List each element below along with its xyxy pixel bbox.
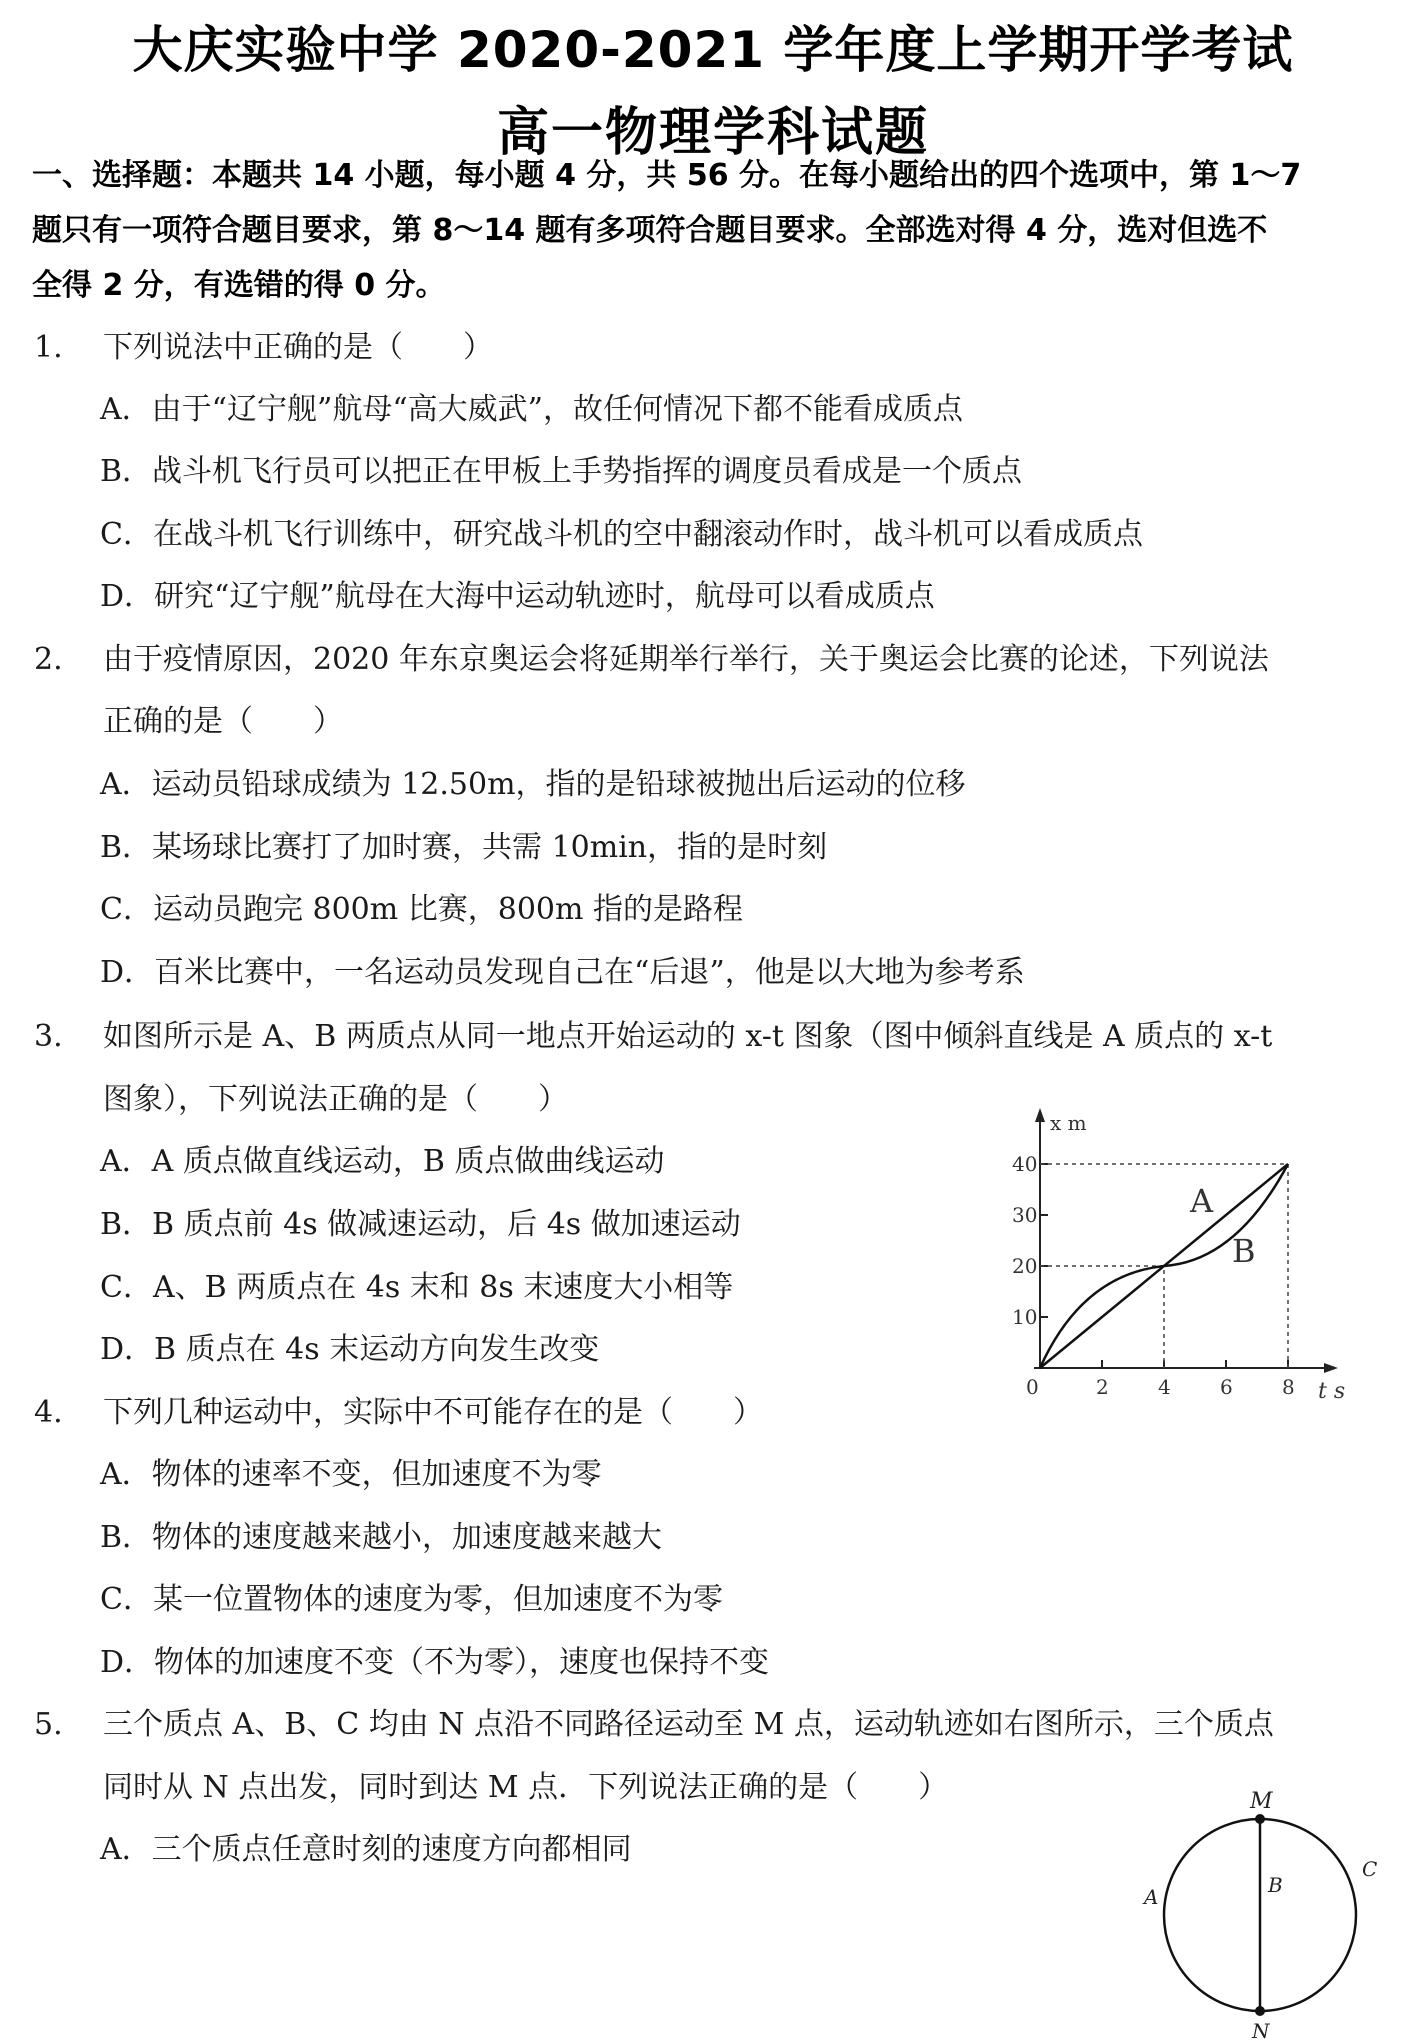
option-b: B．某场球比赛打了加时赛，共需 10min，指的是时刻 bbox=[100, 830, 828, 865]
question-stem: 如图所示是 A、B 两质点从同一地点开始运动的 x-t 图象（图中倾斜直线是 A 质点的 x-t bbox=[103, 1019, 1273, 1054]
option-c: C．运动员跑完 800m 比赛，800m 指的是路程 bbox=[100, 892, 743, 927]
option-c: C．在战斗机飞行训练中，研究战斗机的空中翻滚动作时，战斗机可以看成质点 bbox=[100, 517, 1143, 552]
option-b: B．B 质点前 4s 做减速运动，后 4s 做加速运动 bbox=[100, 1207, 741, 1242]
instruction-line: 全得 2 分，有选错的得 0 分。 bbox=[32, 268, 446, 303]
question-stem: 三个质点 A、B、C 均由 N 点沿不同路径运动至 M 点，运动轨迹如右图所示，三个质点 bbox=[103, 1707, 1274, 1742]
x-tick-label: 4 bbox=[1158, 1375, 1171, 1399]
x-tick-label: 8 bbox=[1282, 1375, 1295, 1399]
option-d: D．百米比赛中，一名运动员发现自己在“后退”，他是以大地为参考系 bbox=[100, 955, 1025, 990]
section-instructions bbox=[32, 148, 1402, 313]
option-a: A．运动员铅球成绩为 12.50m，指的是铅球被抛出后运动的位移 bbox=[100, 767, 966, 802]
label-c: C bbox=[1362, 1857, 1378, 1881]
option-a: A．A 质点做直线运动，B 质点做曲线运动 bbox=[100, 1144, 665, 1179]
question-stem-cont: 图象），下列说法正确的是（ ） bbox=[103, 1082, 568, 1117]
series-a-label: A bbox=[1190, 1182, 1214, 1220]
question-stem-cont: 正确的是（ ） bbox=[103, 704, 343, 739]
option-b: B．物体的速度越来越小，加速度越来越大 bbox=[100, 1520, 663, 1555]
question-number: 5. bbox=[34, 1707, 63, 1742]
exam-subtitle: 高一物理学科试题 bbox=[496, 103, 929, 163]
option-d: D．物体的加速度不变（不为零），速度也保持不变 bbox=[100, 1645, 770, 1680]
x-tick-label: 6 bbox=[1220, 1375, 1233, 1399]
option-a: A．三个质点任意时刻的速度方向都相同 bbox=[100, 1832, 632, 1867]
question-stem-cont: 同时从 N 点出发，同时到达 M 点．下列说法正确的是（ ） bbox=[103, 1770, 949, 1805]
exam-title: 大庆实验中学 2020-2021 学年度上学期开学考试 bbox=[132, 21, 1294, 79]
question-number: 4. bbox=[34, 1395, 63, 1430]
label-b: B bbox=[1268, 1873, 1283, 1897]
x-tick-label: 0 bbox=[1026, 1375, 1039, 1399]
y-tick-label: 10 bbox=[1012, 1305, 1038, 1329]
x-tick-label: 2 bbox=[1096, 1375, 1109, 1399]
question-stem: 由于疫情原因，2020 年东京奥运会将延期举行举行，关于奥运会比赛的论述，下列说法 bbox=[103, 642, 1269, 677]
trajectory-circle-figure bbox=[1140, 1770, 1380, 2044]
option-a: A．由于“辽宁舰”航母“高大威武”，故任何情况下都不能看成质点 bbox=[100, 392, 964, 427]
y-tick-label: 20 bbox=[1012, 1254, 1038, 1278]
instruction-line: 题只有一项符合题目要求，第 8～14 题有多项符合题目要求。全部选对得 4 分，选对但选不 bbox=[32, 213, 1268, 248]
option-d: D．研究“辽宁舰”航母在大海中运动轨迹时，航母可以看成质点 bbox=[100, 579, 935, 614]
option-c: C．某一位置物体的速度为零，但加速度不为零 bbox=[100, 1582, 723, 1617]
point-m bbox=[1255, 1814, 1265, 1824]
y-tick-label: 40 bbox=[1012, 1152, 1038, 1176]
xt-graph bbox=[1000, 1100, 1360, 1410]
question-stem: 下列说法中正确的是（ ） bbox=[103, 330, 493, 365]
question-number: 3. bbox=[34, 1019, 63, 1054]
point-n bbox=[1255, 2006, 1265, 2016]
option-a: A．物体的速率不变，但加速度不为零 bbox=[100, 1457, 602, 1492]
option-c: C．A、B 两质点在 4s 末和 8s 末速度大小相等 bbox=[100, 1270, 734, 1305]
label-n: N bbox=[1252, 2019, 1270, 2043]
instruction-line: 一、选择题：本题共 14 小题，每小题 4 分，共 56 分。在每小题给出的四个选项中，第 1～7 bbox=[32, 158, 1302, 193]
option-d: D．B 质点在 4s 末运动方向发生改变 bbox=[100, 1332, 600, 1367]
option-b: B．战斗机飞行员可以把正在甲板上手势指挥的调度员看成是一个质点 bbox=[100, 454, 1023, 489]
label-m: M bbox=[1250, 1789, 1273, 1814]
question-number: 1. bbox=[34, 330, 63, 365]
series-b-label: B bbox=[1232, 1232, 1256, 1270]
question-number: 2. bbox=[34, 642, 63, 677]
x-axis-arrow bbox=[1324, 1363, 1338, 1373]
y-tick-label: 30 bbox=[1012, 1203, 1038, 1227]
x-axis-unit: t s bbox=[1318, 1379, 1346, 1404]
label-a: A bbox=[1144, 1885, 1159, 1909]
y-axis-arrow bbox=[1035, 1108, 1045, 1122]
question-stem: 下列几种运动中，实际中不可能存在的是（ ） bbox=[103, 1395, 763, 1430]
y-axis-unit: x m bbox=[1050, 1111, 1087, 1135]
